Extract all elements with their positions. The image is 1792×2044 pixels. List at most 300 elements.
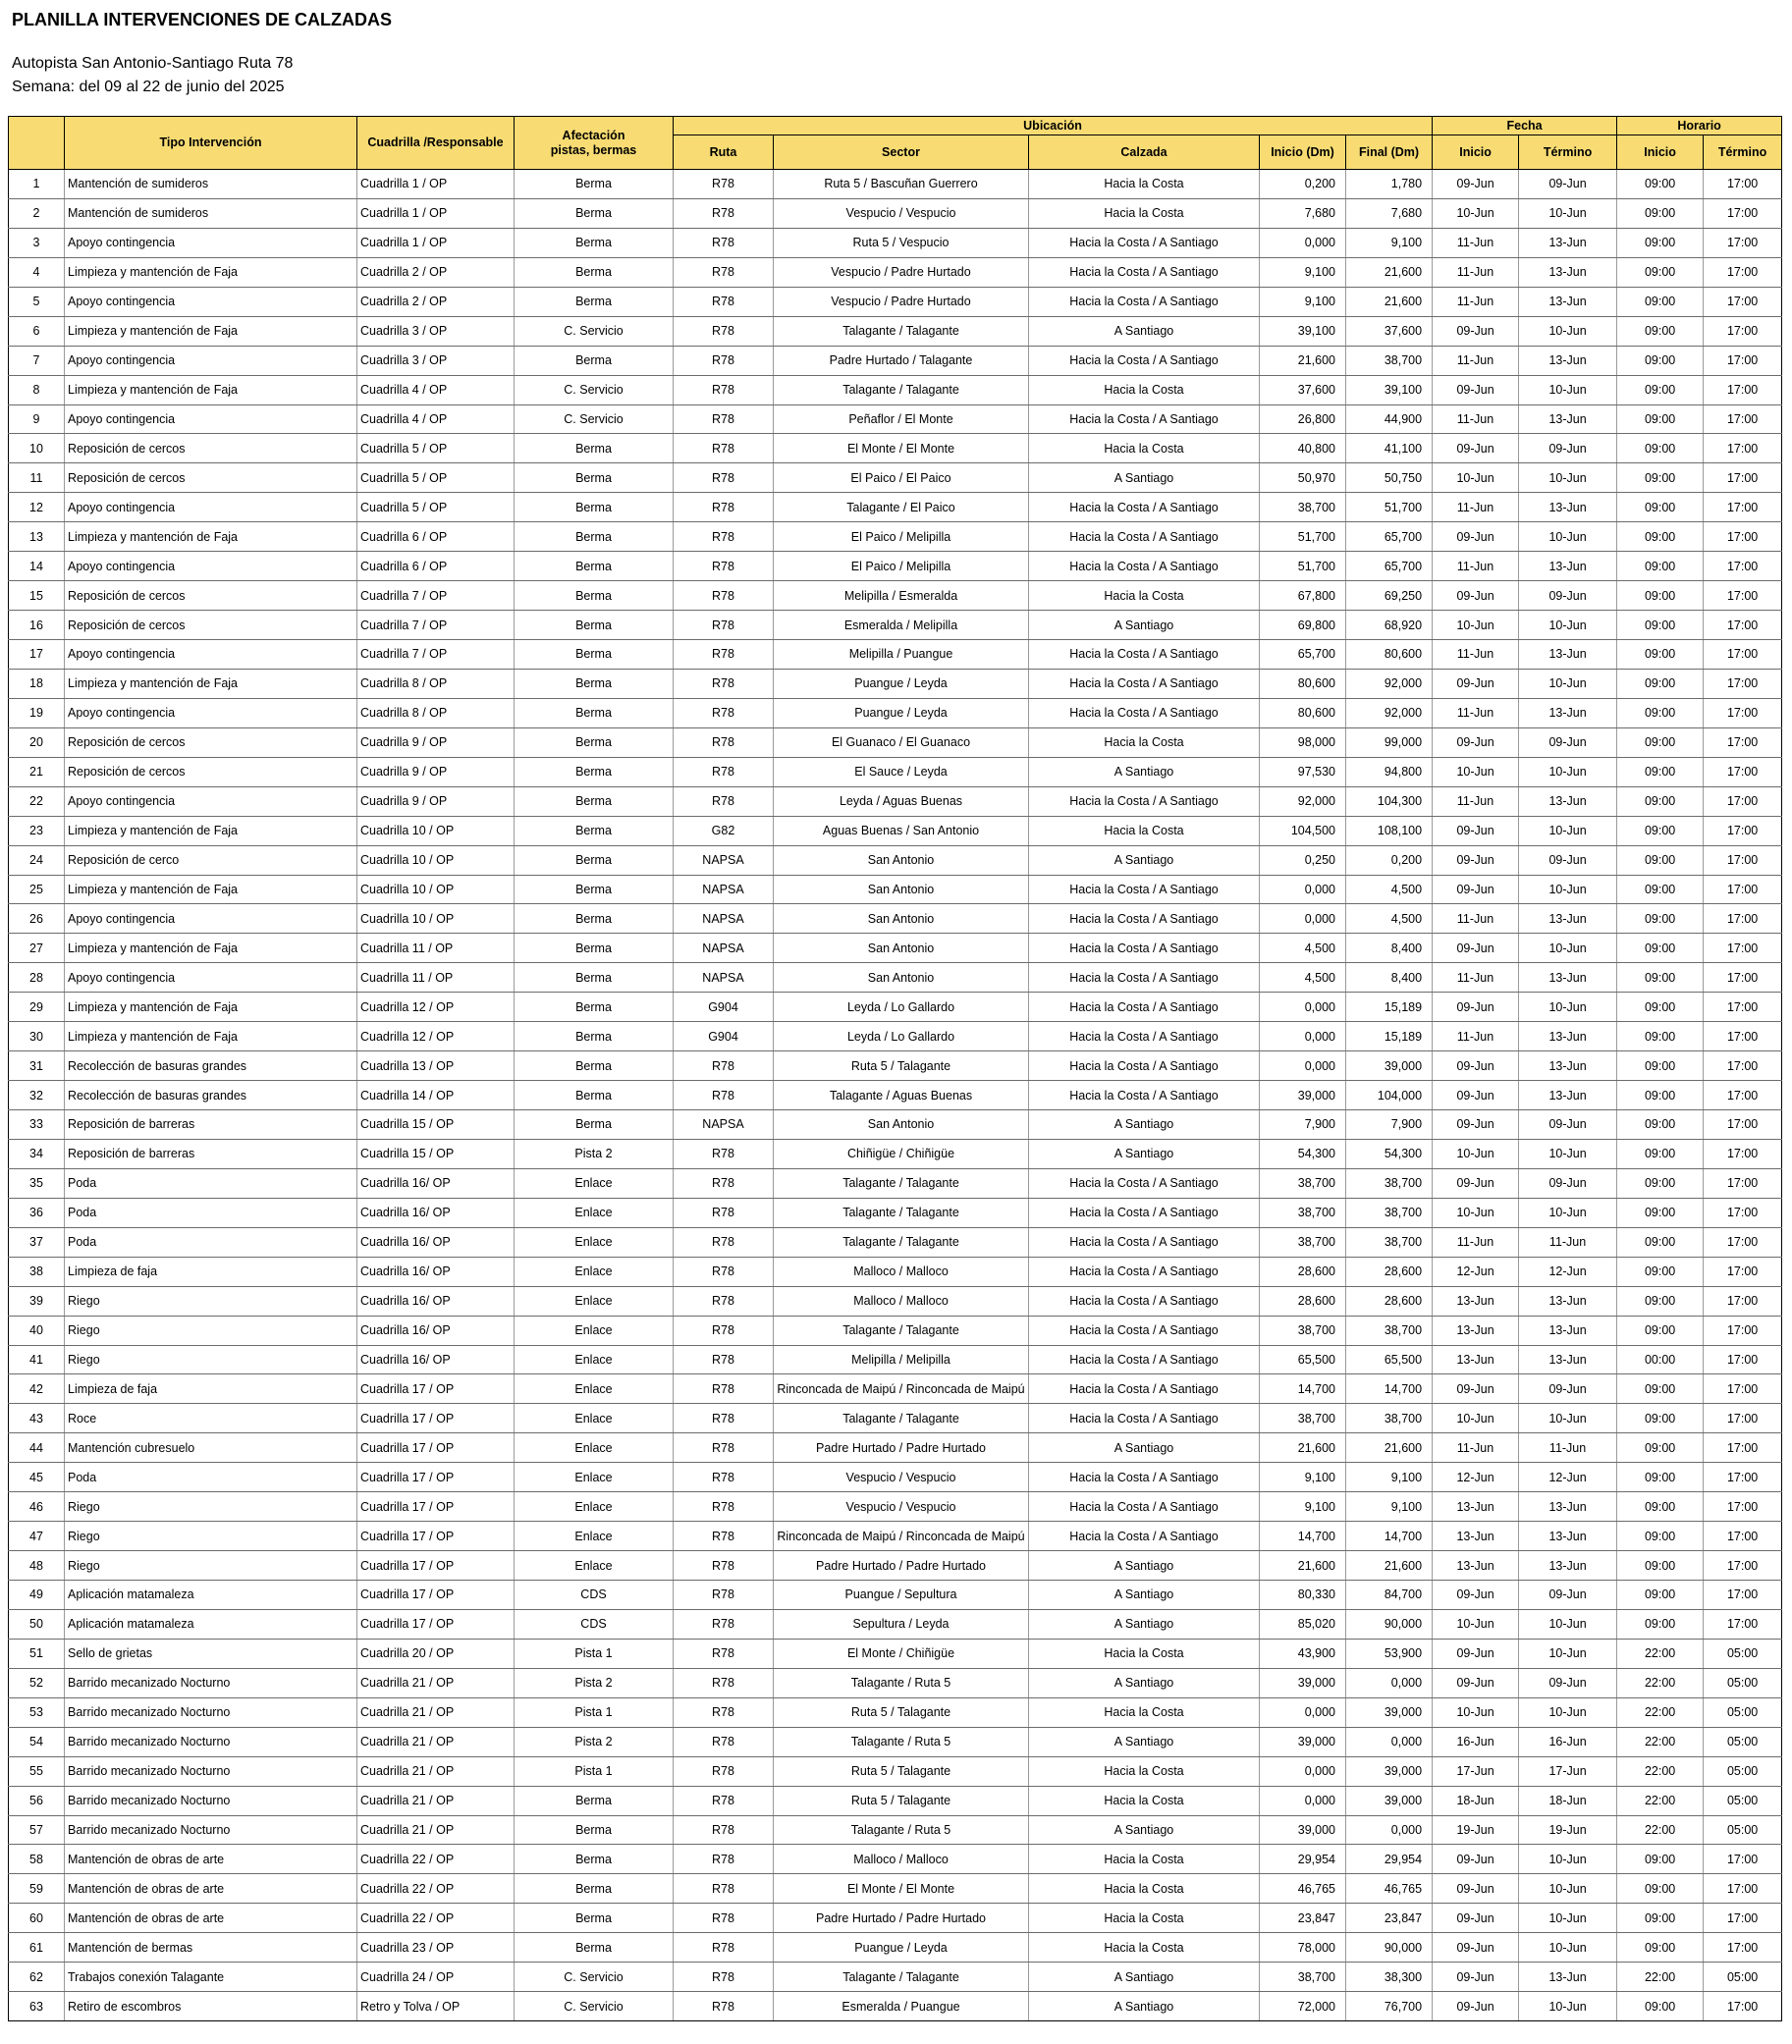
cell-row-number: 8 [9,375,65,404]
table-row [9,375,1782,404]
cell-tipo-intervencion: Aplicación matamaleza [65,1581,357,1610]
cell-fecha-inicio: 09-Jun [1433,875,1519,904]
cell-tipo-intervencion: Apoyo contingencia [65,640,357,670]
cell-fecha-inicio: 16-Jun [1433,1727,1519,1756]
cell-row-number: 52 [9,1668,65,1697]
cell-fecha-termino: 10-Jun [1519,611,1617,640]
header-sector: Sector [774,135,1029,170]
cell-tipo-intervencion: Limpieza y mantención de Faja [65,257,357,287]
cell-inicio-dm: 4,500 [1260,934,1346,963]
table-row [9,875,1782,904]
cell-tipo-intervencion: Riego [65,1286,357,1316]
cell-calzada: Hacia la Costa / A Santiago [1029,786,1260,816]
cell-inicio-dm: 28,600 [1260,1257,1346,1286]
cell-hora-inicio: 09:00 [1617,257,1704,287]
table-row [9,1257,1782,1286]
cell-afectacion: Berma [515,257,674,287]
cell-ruta: R78 [674,1433,774,1463]
cell-cuadrilla: Cuadrilla 12 / OP [357,993,515,1022]
cell-fecha-inicio: 13-Jun [1433,1286,1519,1316]
cell-ruta: R78 [674,1316,774,1345]
cell-cuadrilla: Cuadrilla 15 / OP [357,1110,515,1140]
cell-afectacion: Enlace [515,1374,674,1404]
cell-fecha-inicio: 13-Jun [1433,1316,1519,1345]
table-row [9,1168,1782,1198]
cell-calzada: Hacia la Costa / A Santiago [1029,1051,1260,1081]
table-body [9,170,1782,2021]
cell-cuadrilla: Cuadrilla 5 / OP [357,493,515,522]
cell-final-dm: 9,100 [1346,1463,1433,1492]
cell-row-number: 60 [9,1904,65,1933]
cell-fecha-termino: 09-Jun [1519,434,1617,463]
cell-afectacion: Berma [515,228,674,257]
cell-final-dm: 0,000 [1346,1815,1433,1845]
table-row [9,1815,1782,1845]
cell-calzada: Hacia la Costa / A Santiago [1029,1316,1260,1345]
cell-row-number: 54 [9,1727,65,1756]
table-row [9,316,1782,346]
cell-hora-inicio: 09:00 [1617,1845,1704,1874]
table-row [9,434,1782,463]
cell-tipo-intervencion: Poda [65,1463,357,1492]
cell-sector: Ruta 5 / Bascuñan Guerrero [774,170,1029,199]
cell-inicio-dm: 9,100 [1260,257,1346,287]
cell-cuadrilla: Cuadrilla 5 / OP [357,434,515,463]
cell-row-number: 6 [9,316,65,346]
cell-ruta: R78 [674,1227,774,1257]
cell-ruta: R78 [674,198,774,228]
cell-ruta: G82 [674,816,774,845]
cell-afectacion: Enlace [515,1168,674,1198]
cell-inicio-dm: 92,000 [1260,786,1346,816]
cell-hora-inicio: 09:00 [1617,1139,1704,1168]
cell-fecha-inicio: 09-Jun [1433,1168,1519,1198]
cell-inicio-dm: 21,600 [1260,346,1346,375]
cell-fecha-termino: 10-Jun [1519,1697,1617,1727]
cell-ruta: R78 [674,1551,774,1581]
cell-fecha-termino: 10-Jun [1519,375,1617,404]
cell-tipo-intervencion: Poda [65,1198,357,1227]
cell-sector: Ruta 5 / Talagante [774,1697,1029,1727]
cell-calzada: Hacia la Costa / A Santiago [1029,963,1260,993]
cell-sector: El Guanaco / El Guanaco [774,727,1029,757]
cell-tipo-intervencion: Barrido mecanizado Nocturno [65,1815,357,1845]
cell-sector: El Monte / Chiñigüe [774,1639,1029,1668]
cell-hora-termino: 17:00 [1704,170,1782,199]
cell-calzada: Hacia la Costa / A Santiago [1029,1081,1260,1110]
cell-inicio-dm: 80,600 [1260,698,1346,727]
cell-hora-inicio: 09:00 [1617,727,1704,757]
cell-ruta: R78 [674,786,774,816]
cell-row-number: 34 [9,1139,65,1168]
table-row [9,1756,1782,1786]
cell-cuadrilla: Cuadrilla 14 / OP [357,1081,515,1110]
table-row [9,1697,1782,1727]
cell-row-number: 58 [9,1845,65,1874]
table-row [9,287,1782,316]
cell-hora-inicio: 09:00 [1617,522,1704,552]
cell-calzada: Hacia la Costa / A Santiago [1029,1286,1260,1316]
table-row [9,934,1782,963]
cell-sector: Puangue / Leyda [774,698,1029,727]
cell-final-dm: 54,300 [1346,1139,1433,1168]
cell-fecha-termino: 13-Jun [1519,786,1617,816]
cell-inicio-dm: 38,700 [1260,1404,1346,1433]
cell-hora-termino: 17:00 [1704,522,1782,552]
cell-inicio-dm: 38,700 [1260,1227,1346,1257]
cell-sector: Talagante / Ruta 5 [774,1815,1029,1845]
cell-cuadrilla: Cuadrilla 16/ OP [357,1345,515,1374]
cell-fecha-inicio: 09-Jun [1433,1374,1519,1404]
cell-cuadrilla: Cuadrilla 17 / OP [357,1609,515,1639]
cell-calzada: Hacia la Costa / A Santiago [1029,934,1260,963]
cell-hora-inicio: 09:00 [1617,228,1704,257]
table-row [9,1404,1782,1433]
cell-ruta: R78 [674,287,774,316]
cell-cuadrilla: Cuadrilla 16/ OP [357,1168,515,1198]
cell-sector: Esmeralda / Puangue [774,1992,1029,2021]
cell-ruta: R78 [674,257,774,287]
cell-tipo-intervencion: Reposición de cercos [65,434,357,463]
cell-calzada: Hacia la Costa / A Santiago [1029,257,1260,287]
cell-hora-termino: 17:00 [1704,1374,1782,1404]
table-row [9,904,1782,934]
cell-fecha-inicio: 09-Jun [1433,669,1519,698]
cell-fecha-inicio: 18-Jun [1433,1786,1519,1815]
cell-tipo-intervencion: Apoyo contingencia [65,404,357,434]
table-row [9,552,1782,581]
cell-hora-termino: 17:00 [1704,375,1782,404]
table-row [9,1874,1782,1904]
cell-row-number: 62 [9,1963,65,1992]
cell-tipo-intervencion: Limpieza y mantención de Faja [65,375,357,404]
cell-hora-inicio: 09:00 [1617,934,1704,963]
cell-hora-termino: 17:00 [1704,1845,1782,1874]
cell-ruta: R78 [674,1992,774,2021]
cell-fecha-termino: 13-Jun [1519,346,1617,375]
cell-calzada: Hacia la Costa [1029,1904,1260,1933]
cell-fecha-inicio: 09-Jun [1433,1874,1519,1904]
cell-cuadrilla: Cuadrilla 4 / OP [357,375,515,404]
cell-row-number: 44 [9,1433,65,1463]
cell-tipo-intervencion: Sello de grietas [65,1639,357,1668]
cell-inicio-dm: 14,700 [1260,1374,1346,1404]
cell-fecha-termino: 12-Jun [1519,1463,1617,1492]
cell-ruta: G904 [674,993,774,1022]
cell-afectacion: Berma [515,875,674,904]
cell-fecha-termino: 13-Jun [1519,493,1617,522]
cell-fecha-termino: 12-Jun [1519,1257,1617,1286]
cell-hora-termino: 17:00 [1704,963,1782,993]
cell-ruta: R78 [674,404,774,434]
cell-calzada: Hacia la Costa [1029,1639,1260,1668]
cell-hora-inicio: 00:00 [1617,1345,1704,1374]
cell-row-number: 12 [9,493,65,522]
cell-tipo-intervencion: Limpieza y mantención de Faja [65,669,357,698]
cell-hora-inicio: 09:00 [1617,698,1704,727]
cell-fecha-termino: 10-Jun [1519,1139,1617,1168]
cell-hora-inicio: 09:00 [1617,1522,1704,1551]
cell-fecha-termino: 13-Jun [1519,1345,1617,1374]
cell-tipo-intervencion: Barrido mecanizado Nocturno [65,1668,357,1697]
cell-row-number: 22 [9,786,65,816]
cell-row-number: 10 [9,434,65,463]
cell-row-number: 5 [9,287,65,316]
cell-fecha-inicio: 09-Jun [1433,1639,1519,1668]
table-row [9,1551,1782,1581]
cell-afectacion: Berma [515,198,674,228]
cell-row-number: 32 [9,1081,65,1110]
cell-inicio-dm: 0,000 [1260,1051,1346,1081]
cell-hora-termino: 05:00 [1704,1786,1782,1815]
cell-calzada: A Santiago [1029,1815,1260,1845]
cell-final-dm: 39,000 [1346,1051,1433,1081]
cell-ruta: R78 [674,170,774,199]
table-row [9,698,1782,727]
cell-afectacion: Berma [515,552,674,581]
cell-row-number: 28 [9,963,65,993]
cell-hora-inicio: 09:00 [1617,1609,1704,1639]
cell-tipo-intervencion: Reposición de cercos [65,581,357,611]
cell-hora-termino: 17:00 [1704,581,1782,611]
table-row [9,1522,1782,1551]
cell-tipo-intervencion: Limpieza de faja [65,1257,357,1286]
cell-cuadrilla: Cuadrilla 17 / OP [357,1433,515,1463]
cell-row-number: 27 [9,934,65,963]
cell-hora-termino: 17:00 [1704,727,1782,757]
cell-afectacion: Berma [515,522,674,552]
cell-cuadrilla: Cuadrilla 11 / OP [357,963,515,993]
cell-final-dm: 108,100 [1346,816,1433,845]
cell-hora-termino: 17:00 [1704,875,1782,904]
cell-cuadrilla: Cuadrilla 17 / OP [357,1463,515,1492]
cell-fecha-inicio: 09-Jun [1433,1668,1519,1697]
cell-hora-termino: 17:00 [1704,757,1782,786]
table-row [9,581,1782,611]
cell-final-dm: 44,900 [1346,404,1433,434]
cell-hora-termino: 17:00 [1704,669,1782,698]
cell-final-dm: 65,700 [1346,552,1433,581]
cell-calzada: Hacia la Costa [1029,816,1260,845]
cell-cuadrilla: Cuadrilla 12 / OP [357,1022,515,1051]
cell-cuadrilla: Cuadrilla 4 / OP [357,404,515,434]
cell-row-number: 18 [9,669,65,698]
cell-hora-termino: 17:00 [1704,198,1782,228]
cell-inicio-dm: 38,700 [1260,1963,1346,1992]
cell-cuadrilla: Cuadrilla 2 / OP [357,287,515,316]
cell-fecha-termino: 10-Jun [1519,1609,1617,1639]
highway-name: Autopista San Antonio-Santiago Ruta 78 [12,55,294,72]
cell-final-dm: 9,100 [1346,1492,1433,1522]
cell-cuadrilla: Cuadrilla 8 / OP [357,669,515,698]
cell-final-dm: 37,600 [1346,316,1433,346]
cell-row-number: 37 [9,1227,65,1257]
cell-afectacion: Berma [515,963,674,993]
cell-fecha-termino: 13-Jun [1519,698,1617,727]
cell-cuadrilla: Cuadrilla 17 / OP [357,1551,515,1581]
cell-fecha-inicio: 09-Jun [1433,1933,1519,1963]
cell-tipo-intervencion: Limpieza y mantención de Faja [65,316,357,346]
cell-tipo-intervencion: Barrido mecanizado Nocturno [65,1697,357,1727]
table-row [9,1609,1782,1639]
cell-fecha-inicio: 09-Jun [1433,1845,1519,1874]
cell-hora-inicio: 09:00 [1617,1433,1704,1463]
cell-cuadrilla: Cuadrilla 9 / OP [357,757,515,786]
cell-row-number: 23 [9,816,65,845]
cell-cuadrilla: Cuadrilla 21 / OP [357,1697,515,1727]
cell-sector: El Monte / El Monte [774,434,1029,463]
cell-row-number: 42 [9,1374,65,1404]
table-row [9,198,1782,228]
cell-sector: San Antonio [774,845,1029,875]
cell-cuadrilla: Cuadrilla 17 / OP [357,1374,515,1404]
table-row [9,1051,1782,1081]
cell-hora-termino: 17:00 [1704,316,1782,346]
cell-tipo-intervencion: Barrido mecanizado Nocturno [65,1756,357,1786]
cell-cuadrilla: Cuadrilla 21 / OP [357,1786,515,1815]
cell-hora-inicio: 09:00 [1617,993,1704,1022]
cell-fecha-termino: 09-Jun [1519,1581,1617,1610]
cell-calzada: Hacia la Costa / A Santiago [1029,1463,1260,1492]
cell-fecha-termino: 13-Jun [1519,1316,1617,1345]
cell-sector: El Monte / El Monte [774,1874,1029,1904]
cell-hora-inicio: 22:00 [1617,1786,1704,1815]
table-row [9,1081,1782,1110]
cell-calzada: Hacia la Costa [1029,170,1260,199]
cell-row-number: 13 [9,522,65,552]
cell-afectacion: Enlace [515,1463,674,1492]
cell-final-dm: 39,100 [1346,375,1433,404]
cell-calzada: Hacia la Costa / A Santiago [1029,1198,1260,1227]
cell-fecha-inicio: 11-Jun [1433,257,1519,287]
cell-cuadrilla: Cuadrilla 21 / OP [357,1815,515,1845]
cell-sector: San Antonio [774,875,1029,904]
cell-fecha-termino: 10-Jun [1519,1198,1617,1227]
cell-tipo-intervencion: Limpieza y mantención de Faja [65,1022,357,1051]
cell-calzada: Hacia la Costa / A Santiago [1029,493,1260,522]
cell-cuadrilla: Cuadrilla 17 / OP [357,1492,515,1522]
cell-row-number: 20 [9,727,65,757]
cell-afectacion: Berma [515,170,674,199]
cell-final-dm: 4,500 [1346,904,1433,934]
cell-cuadrilla: Cuadrilla 22 / OP [357,1845,515,1874]
table-header [9,117,1782,170]
cell-sector: Ruta 5 / Talagante [774,1786,1029,1815]
cell-hora-termino: 17:00 [1704,1551,1782,1581]
cell-row-number: 30 [9,1022,65,1051]
cell-hora-termino: 17:00 [1704,1933,1782,1963]
cell-fecha-termino: 13-Jun [1519,228,1617,257]
table-row [9,1668,1782,1697]
cell-inicio-dm: 23,847 [1260,1904,1346,1933]
cell-fecha-inicio: 13-Jun [1433,1522,1519,1551]
cell-inicio-dm: 39,000 [1260,1727,1346,1756]
cell-cuadrilla: Cuadrilla 13 / OP [357,1051,515,1081]
cell-afectacion: Berma [515,493,674,522]
cell-fecha-termino: 09-Jun [1519,845,1617,875]
cell-inicio-dm: 9,100 [1260,1463,1346,1492]
cell-ruta: R78 [674,727,774,757]
table-row [9,1463,1782,1492]
cell-row-number: 26 [9,904,65,934]
cell-inicio-dm: 97,530 [1260,757,1346,786]
cell-calzada: A Santiago [1029,316,1260,346]
cell-fecha-inicio: 09-Jun [1433,1051,1519,1081]
cell-hora-termino: 17:00 [1704,1227,1782,1257]
cell-afectacion: Berma [515,1051,674,1081]
cell-cuadrilla: Cuadrilla 7 / OP [357,581,515,611]
cell-tipo-intervencion: Riego [65,1492,357,1522]
cell-hora-inicio: 09:00 [1617,1463,1704,1492]
header-tipo: Tipo Intervención [65,117,357,170]
cell-hora-termino: 17:00 [1704,934,1782,963]
table-row [9,1963,1782,1992]
cell-fecha-termino: 10-Jun [1519,816,1617,845]
cell-afectacion: Berma [515,640,674,670]
cell-tipo-intervencion: Barrido mecanizado Nocturno [65,1727,357,1756]
cell-afectacion: Berma [515,1874,674,1904]
table-row [9,993,1782,1022]
cell-fecha-termino: 09-Jun [1519,1110,1617,1140]
cell-afectacion: Berma [515,1845,674,1874]
cell-hora-inicio: 09:00 [1617,316,1704,346]
cell-calzada: Hacia la Costa [1029,434,1260,463]
cell-sector: Vespucio / Vespucio [774,1492,1029,1522]
cell-sector: Padre Hurtado / Padre Hurtado [774,1904,1029,1933]
cell-sector: Vespucio / Padre Hurtado [774,257,1029,287]
cell-row-number: 29 [9,993,65,1022]
cell-row-number: 15 [9,581,65,611]
cell-hora-termino: 17:00 [1704,493,1782,522]
cell-final-dm: 38,700 [1346,1316,1433,1345]
cell-cuadrilla: Cuadrilla 10 / OP [357,845,515,875]
cell-row-number: 3 [9,228,65,257]
cell-calzada: Hacia la Costa / A Santiago [1029,669,1260,698]
cell-tipo-intervencion: Retiro de escombros [65,1992,357,2021]
cell-afectacion: Berma [515,727,674,757]
cell-cuadrilla: Cuadrilla 7 / OP [357,640,515,670]
cell-final-dm: 80,600 [1346,640,1433,670]
cell-hora-termino: 17:00 [1704,1874,1782,1904]
cell-sector: Malloco / Malloco [774,1257,1029,1286]
cell-hora-termino: 05:00 [1704,1639,1782,1668]
cell-row-number: 43 [9,1404,65,1433]
cell-calzada: A Santiago [1029,1727,1260,1756]
header-afectacion [515,117,674,170]
cell-calzada: Hacia la Costa / A Santiago [1029,640,1260,670]
cell-fecha-termino: 11-Jun [1519,1433,1617,1463]
cell-afectacion: Pista 1 [515,1756,674,1786]
cell-calzada: Hacia la Costa / A Santiago [1029,1227,1260,1257]
cell-inicio-dm: 80,600 [1260,669,1346,698]
cell-calzada: Hacia la Costa / A Santiago [1029,404,1260,434]
cell-hora-termino: 17:00 [1704,1168,1782,1198]
cell-cuadrilla: Cuadrilla 6 / OP [357,522,515,552]
cell-inicio-dm: 0,250 [1260,845,1346,875]
cell-row-number: 57 [9,1815,65,1845]
cell-inicio-dm: 9,100 [1260,287,1346,316]
cell-ruta: R78 [674,640,774,670]
cell-fecha-inicio: 09-Jun [1433,993,1519,1022]
cell-hora-termino: 17:00 [1704,1286,1782,1316]
cell-final-dm: 29,954 [1346,1845,1433,1874]
cell-calzada: A Santiago [1029,1139,1260,1168]
cell-calzada: A Santiago [1029,845,1260,875]
cell-tipo-intervencion: Apoyo contingencia [65,698,357,727]
table-row [9,1198,1782,1227]
cell-hora-inicio: 09:00 [1617,1316,1704,1345]
cell-hora-inicio: 09:00 [1617,640,1704,670]
